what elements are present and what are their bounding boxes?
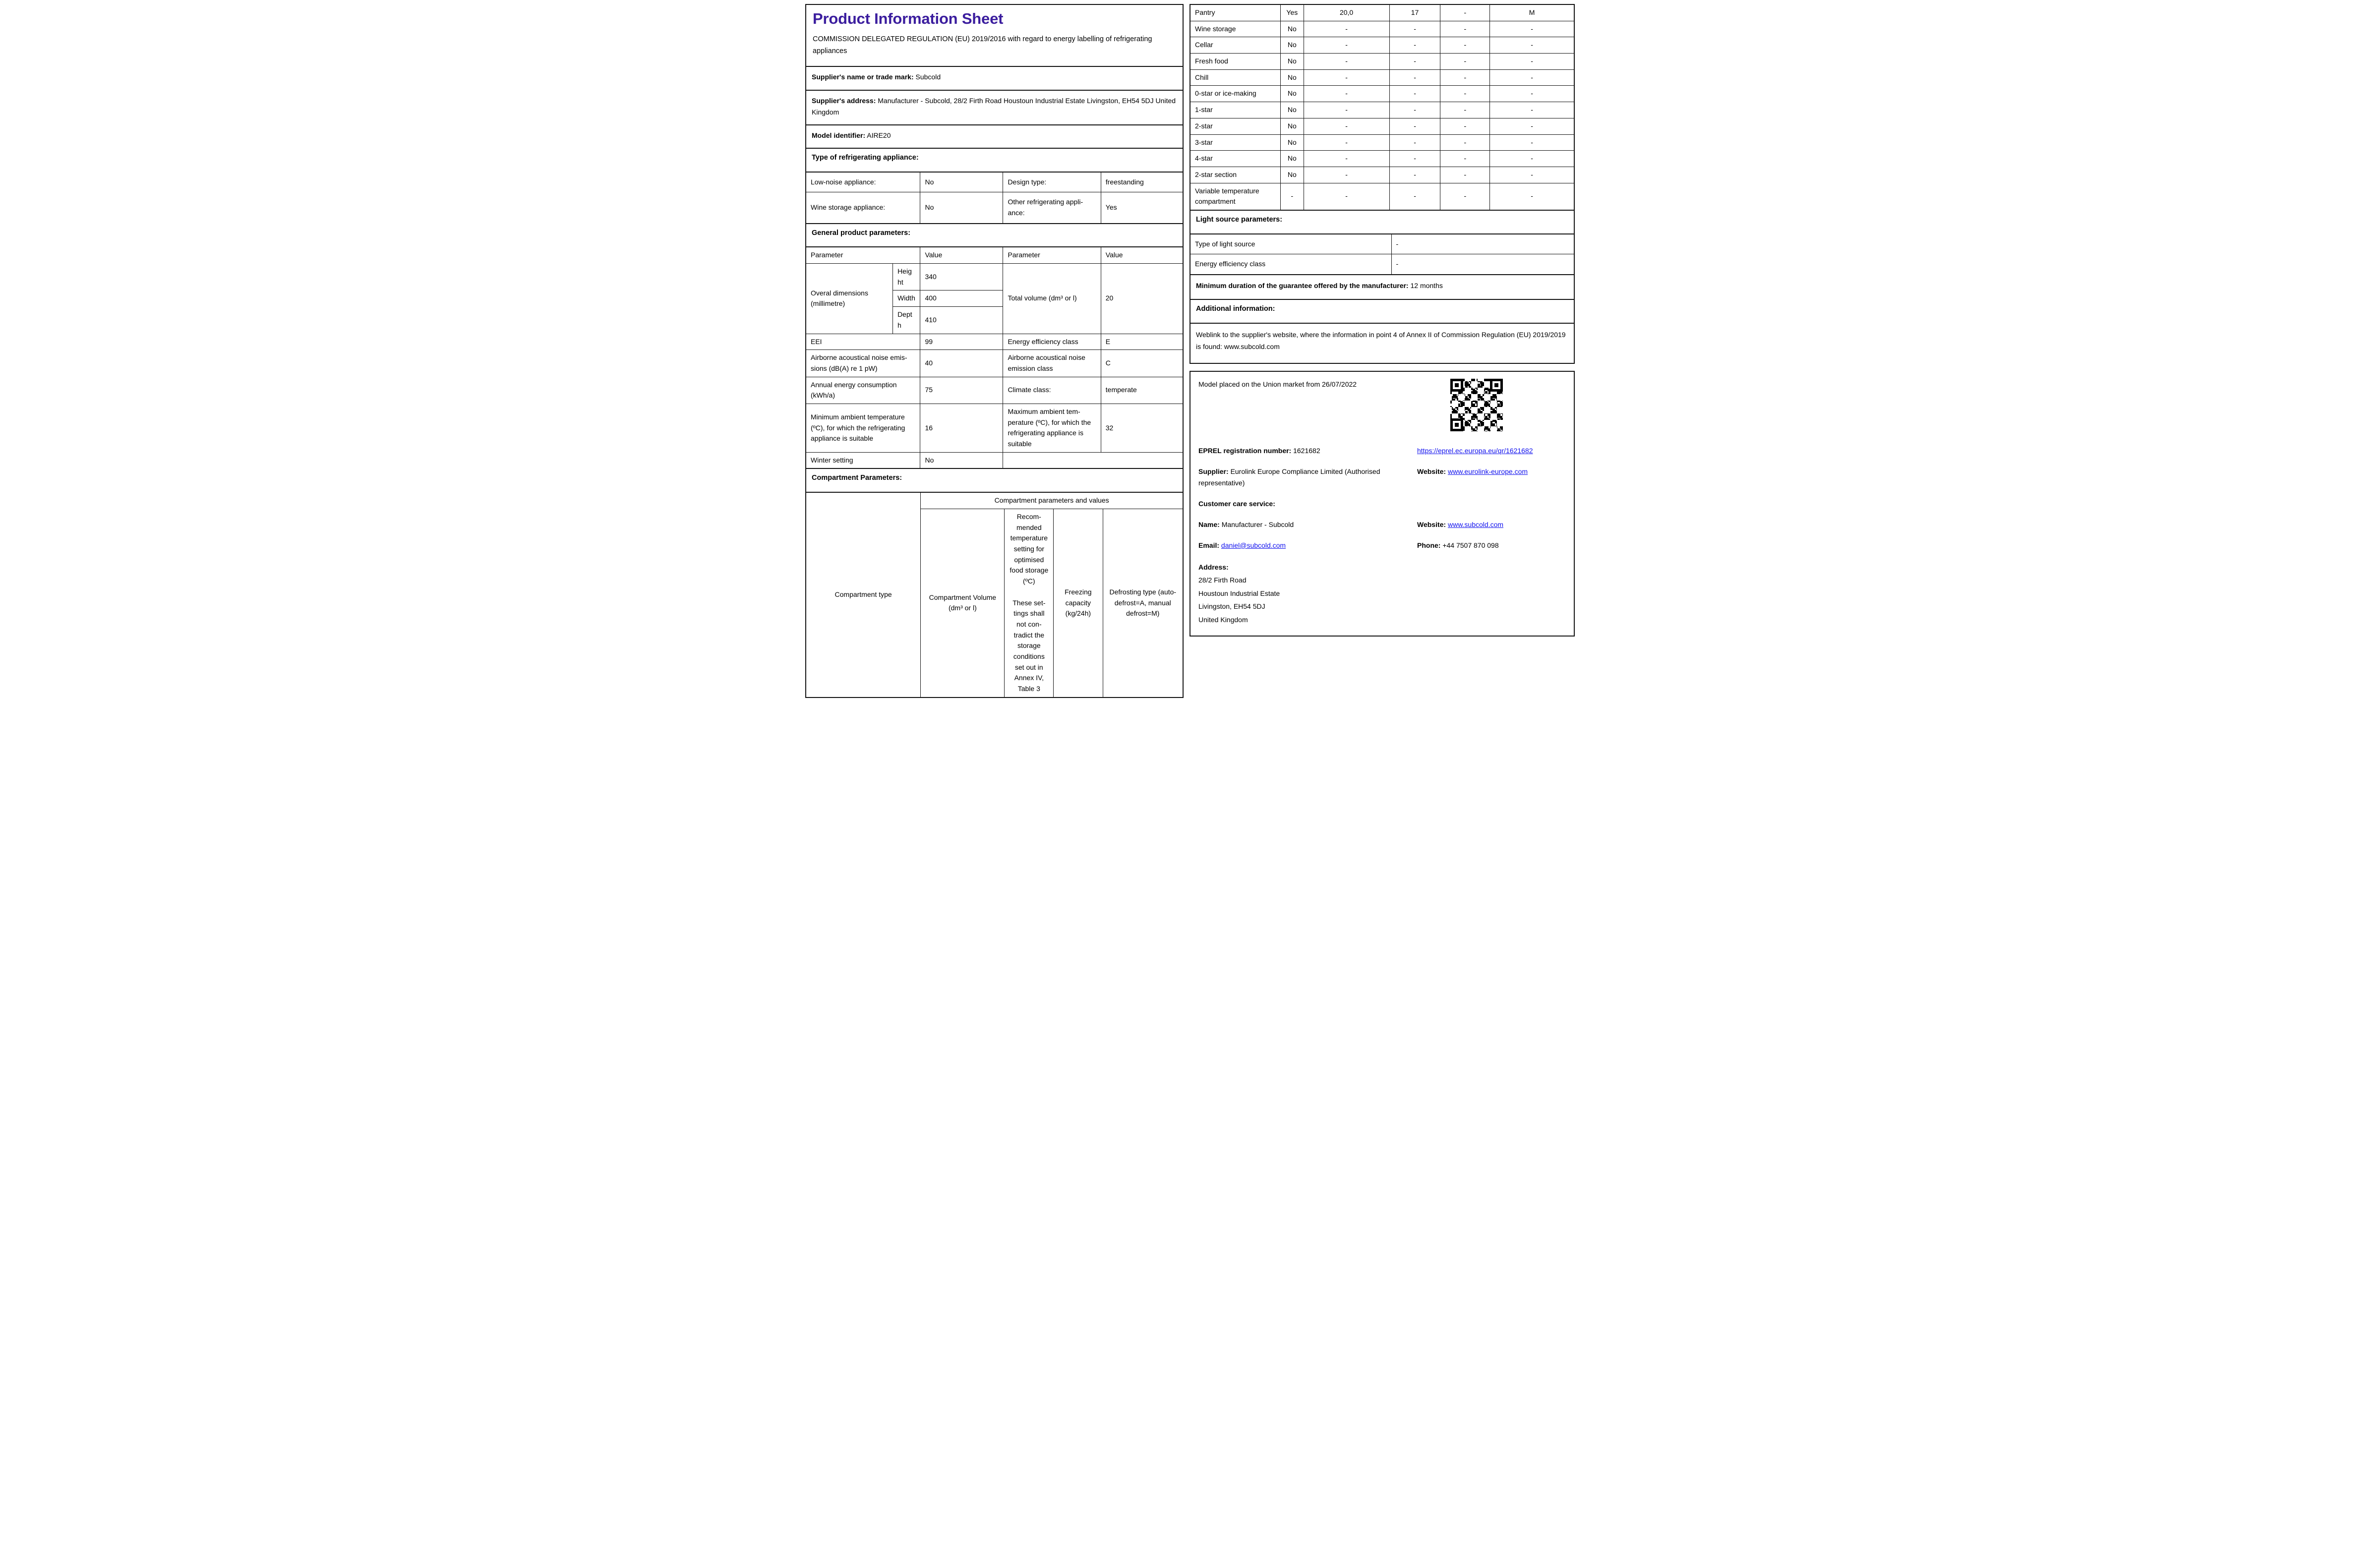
param-label: Winter setting [806,452,920,468]
param-label: Annual energy consumption (kWh/a) [806,377,920,404]
freezing-capacity-header: Freezing capacity (kg/24h) [1054,509,1103,697]
compartment-temp: 17 [1389,5,1440,21]
left-column [805,4,1184,698]
param-value: 99 [920,334,1003,350]
param-label: Energy efficiency class [1003,334,1101,350]
compartment-freezing: - [1440,21,1490,37]
address-line: Livingston, EH54 5DJ [1198,602,1265,611]
table-row [1190,5,1574,21]
compartment-volume: - [1304,151,1389,167]
table-header-row [806,493,1183,509]
weblink-value: www.subcold.com [1224,343,1280,351]
param-value: No [920,173,1003,192]
compartment-name: Pantry [1190,5,1281,21]
table-header-row [806,247,1183,263]
care-address-row [1198,561,1566,627]
supplier-address-value: Manufacturer - Subcold, 28/2 Firth Road Houstoun Industrial Estate Livingston, EH54 5DJ United Kingdom [812,96,1176,116]
care-name-value: Manufacturer - Subcold [1221,521,1294,529]
table-row [1190,86,1574,102]
website-label: Website: [1417,467,1446,475]
param-value: temperate [1101,377,1183,404]
dimension-value: 340 [920,264,1003,290]
address-line: 28/2 Firth Road [1198,576,1247,584]
table-row [806,192,1183,223]
compartment-present: No [1281,167,1304,183]
compartment-volume: - [1304,69,1389,86]
table-row [1190,151,1574,167]
type-table-wrap [806,172,1183,223]
table-row [806,173,1183,192]
guarantee-row [1190,274,1574,299]
param-label: Maximum ambient temperature (ºC), for which the refrigerating appliance is suitable [1003,404,1101,452]
type-table [806,173,1183,223]
param-value: 32 [1101,404,1183,452]
model-identifier-label: Model identifier: [812,131,866,139]
main-info-box [805,4,1184,698]
compartment-defrost: - [1490,167,1574,183]
param-label: Low-noise appliance: [806,173,920,192]
care-email-link[interactable]: daniel@subcold.com [1221,541,1286,549]
table-row [806,377,1183,404]
param-value: freestanding [1101,173,1183,192]
type-section-heading: Type of refrigerating appliance: [806,148,1183,172]
supplier-name-label: Supplier's name or trade mark: [812,73,914,81]
compartment-name: Fresh food [1190,54,1281,70]
param-value: E [1101,334,1183,350]
column-gap [1190,364,1575,371]
table-row [806,404,1183,452]
compartment-name: 2-star [1190,118,1281,134]
compartment-present: No [1281,21,1304,37]
param-label: Other refrigerating appliance: [1003,192,1101,223]
supplier-name-value: Subcold [915,73,941,81]
care-name-row [1198,519,1566,531]
guarantee-label: Minimum duration of the guarantee offered by the manufacturer: [1196,281,1409,290]
compartment-volume: - [1304,54,1389,70]
supplier-address-label: Supplier's address: [812,96,876,105]
eprel-row [1198,445,1566,457]
compartment-temp: - [1389,102,1440,118]
param-value: 75 [920,377,1003,404]
compartment-volume: - [1304,37,1389,54]
compartment-temp: - [1389,183,1440,210]
compartment-name: 2-star section [1190,167,1281,183]
supplier-name-row [806,66,1183,89]
table-row [1190,21,1574,37]
param-label: Airborne acoustical noise emission class [1003,350,1101,377]
dimension-key: Width [893,290,920,307]
compartment-name: 0-star or ice-making [1190,86,1281,102]
light-source-table-wrap [1190,233,1574,274]
compartment-volume: - [1304,102,1389,118]
compartment-temp: - [1389,54,1440,70]
param-value: 40 [920,350,1003,377]
qr-finder-icon [1450,418,1463,431]
guarantee-value: 12 months [1410,281,1443,290]
title-block [806,5,1183,66]
compartment-defrost: - [1490,102,1574,118]
column-header: Value [1101,247,1183,263]
compartment-present: No [1281,86,1304,102]
care-address-label: Address: [1198,563,1229,571]
compartment-present: No [1281,151,1304,167]
care-email-row [1198,540,1566,552]
param-label: EEI [806,334,920,350]
compartment-freezing: - [1440,183,1490,210]
compartment-values-table [1190,5,1574,210]
compartment-defrost: - [1490,118,1574,134]
compartment-freezing: - [1440,54,1490,70]
compartment-header-table [806,493,1183,697]
dimension-key: Depth [893,307,920,334]
page-title: Product Information Sheet [813,10,1004,27]
general-section-heading: General product parameters: [806,223,1183,247]
compartment-defrost: - [1490,134,1574,151]
compartment-section-heading: Compartment Parameters: [806,468,1183,492]
weblink-text: Weblink to the supplier's website, where the information in point 4 of Annex II of Commission Regulation (EU) 2019/2019 is found: [1196,330,1566,351]
compartment-volume-header: Compartment Volume (dm³ or l) [921,509,1005,697]
compartment-volume: - [1304,86,1389,102]
param-value: 16 [920,404,1003,452]
param-label: Airborne acoustical noise emissions (dB(A) re 1 pW) [806,350,920,377]
table-row [1190,118,1574,134]
dimension-value: 410 [920,307,1003,334]
general-parameters-table [806,247,1183,468]
param-value: C [1101,350,1183,377]
light-source-heading: Light source parameters: [1190,210,1574,233]
eurolink-website-link[interactable]: www.eurolink-europe.com [1447,467,1528,475]
compartment-name: Chill [1190,69,1281,86]
compartment-volume: - [1304,21,1389,37]
compartment-temp: - [1389,21,1440,37]
market-text: Model placed on the Union market from 26/07/2022 [1198,380,1357,388]
table-row [1190,167,1574,183]
model-identifier-value: AIRE20 [867,131,891,139]
compartment-name: 3-star [1190,134,1281,151]
table-row [1190,134,1574,151]
model-identifier-row [806,124,1183,148]
table-row [806,452,1183,468]
compartment-volume: - [1304,134,1389,151]
table-row [1190,102,1574,118]
regulation-subtitle: COMMISSION DELEGATED REGULATION (EU) 2019/2016 with regard to energy labelling of refrigerating appliances [813,35,1152,55]
param-label: Total volume (dm³ or l) [1003,264,1101,334]
compartment-temp: - [1389,69,1440,86]
compartment-present: No [1281,37,1304,54]
compartment-freezing: - [1440,69,1490,86]
param-value: Yes [1101,192,1183,223]
compartment-present: Yes [1281,5,1304,21]
table-row [1190,234,1574,254]
eprel-label: EPREL registration number: [1198,446,1292,455]
param-label: Type of light source [1190,234,1391,254]
table-row [806,334,1183,350]
compartment-name: Cellar [1190,37,1281,54]
qr-code [1450,379,1503,431]
compartment-temp: - [1389,37,1440,54]
compartment-freezing: - [1440,102,1490,118]
compartment-header-table-wrap [806,492,1183,697]
qr-finder-icon [1490,379,1503,392]
supplier-value: Eurolink Europe Compliance Limited (Authorised representative) [1198,467,1380,487]
dimensions-label: Overal dimensions (millimetre) [806,264,893,334]
compartment-temp-header [1005,509,1054,697]
additional-info-heading: Additional information: [1190,299,1574,323]
product-information-sheet-page [801,0,1579,702]
customer-care-heading-row [1198,498,1566,510]
param-value: No [920,452,1003,468]
column-header: Value [920,247,1003,263]
compartment-freezing: - [1440,151,1490,167]
compartment-freezing: - [1440,37,1490,54]
care-name-label: Name: [1198,521,1220,529]
compartment-name: 1-star [1190,102,1281,118]
eprel-value: 1621682 [1293,446,1320,455]
param-label: Energy efficiency class [1190,254,1391,274]
column-header: Parameter [806,247,920,263]
compartment-present: No [1281,118,1304,134]
dimension-value: 400 [920,290,1003,307]
general-table-wrap [806,246,1183,468]
table-row [1190,54,1574,70]
compartment-present: No [1281,102,1304,118]
care-email-label: Email: [1198,541,1220,549]
compartment-temp: - [1389,151,1440,167]
compartment-defrost: - [1490,183,1574,210]
compartment-freezing: - [1440,118,1490,134]
compartment-temp: - [1389,167,1440,183]
weblink-row [1190,323,1574,363]
param-label: Design type: [1003,173,1101,192]
empty-cell [1003,452,1183,468]
param-label: Climate class: [1003,377,1101,404]
right-column [1190,4,1575,637]
compartment-freezing: - [1440,134,1490,151]
param-label: Minimum ambient temperature (ºC), for which the refrigerating appliance is suitable [806,404,920,452]
compartment-name: Wine storage [1190,21,1281,37]
compartment-temp: - [1389,86,1440,102]
compartment-freezing: - [1440,5,1490,21]
compartment-type-header: Compartment type [806,493,921,697]
table-row [1190,183,1574,210]
eprel-link[interactable]: https://eprel.ec.europa.eu/qr/1621682 [1417,446,1533,455]
temp-header-note: These settings shall not contradict the storage conditions set out in Annex IV, Table 3 [1012,598,1046,693]
supplier-row [1198,466,1566,490]
compartment-defrost: - [1490,86,1574,102]
compartment-freezing: - [1440,167,1490,183]
temp-header-main: Recommended temperature setting for optimised food storage (ºC) [1010,512,1049,585]
table-row [1190,37,1574,54]
subcold-website-link[interactable]: www.subcold.com [1447,521,1504,529]
compartment-defrost: M [1490,5,1574,21]
compartment-present: No [1281,134,1304,151]
care-phone-value: +44 7507 870 098 [1442,541,1499,549]
table-row [1190,69,1574,86]
table-row [1190,254,1574,274]
supplier-address-row [806,90,1183,124]
compartment-defrost: - [1490,37,1574,54]
care-website-label: Website: [1417,521,1446,529]
compartment-freezing: - [1440,86,1490,102]
param-label: Wine storage appliance: [806,192,920,223]
compartment-volume: - [1304,167,1389,183]
compartment-temp: - [1389,118,1440,134]
compartment-temp: - [1389,134,1440,151]
compartment-defrost: - [1490,151,1574,167]
param-value: 20 [1101,264,1183,334]
address-line: United Kingdom [1198,615,1248,624]
compartment-volume: 20,0 [1304,5,1389,21]
dimension-key: Height [893,264,920,290]
registration-box [1190,371,1575,637]
compartment-name: 4-star [1190,151,1281,167]
compartment-defrost: - [1490,69,1574,86]
customer-care-heading: Customer care service: [1198,500,1275,508]
address-line: Houstoun Industrial Estate [1198,589,1280,597]
compartment-present: - [1281,183,1304,210]
compartment-defrost: - [1490,21,1574,37]
care-phone-label: Phone: [1417,541,1441,549]
qr-finder-icon [1450,379,1463,392]
column-header: Parameter [1003,247,1101,263]
defrosting-type-header: Defrosting type (auto-defrost=A, manual defrost=M) [1103,509,1183,697]
compartment-volume: - [1304,118,1389,134]
compartment-volume: - [1304,183,1389,210]
table-row [806,264,1183,290]
compartment-values-box [1190,4,1575,364]
param-value: No [920,192,1003,223]
compartment-defrost: - [1490,54,1574,70]
param-value: - [1391,254,1574,274]
light-source-table [1190,234,1574,274]
compartment-name: Variable temperature compartment [1190,183,1281,210]
compartment-present: No [1281,69,1304,86]
compartment-span-header: Compartment parameters and values [921,493,1183,509]
param-value: - [1391,234,1574,254]
compartment-present: No [1281,54,1304,70]
market-row [1198,379,1566,438]
supplier-label: Supplier: [1198,467,1229,475]
table-row [806,350,1183,377]
